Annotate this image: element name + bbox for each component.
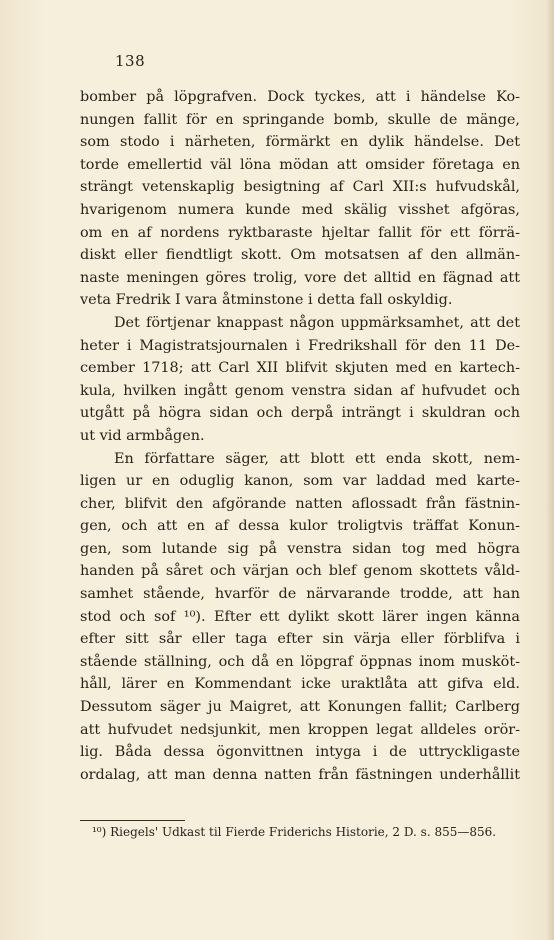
text-line: utgått på högra sidan och derpå inträngt i skuldran och: [80, 405, 520, 422]
text-line: bomber på löpgrafven. Dock tyckes, att i händelse Ko-: [80, 89, 520, 105]
page-number: 138: [115, 52, 146, 70]
text-line: handen på såret och värjan och blef genom skottets våld-: [80, 563, 520, 580]
text-line: håll, lärer en Kommendant icke uraktlåta att gifva eld.: [80, 676, 520, 693]
text-line: ligen ur en oduglig kanon, som var laddad med karte-: [80, 473, 520, 490]
text-line: cher, blifvit den afgörande natten aflossadt från fästnin-: [80, 495, 520, 512]
page-edge-shadow: [546, 0, 554, 940]
footnote-divider: [80, 820, 185, 821]
text-line: om en af nordens ryktbaraste hjeltar fallit för ett förrä-: [80, 224, 520, 241]
text-line: som stodo i närheten, förmärkt en dylik händelse. Det: [80, 134, 520, 151]
text-line: stående ställning, och då en löpgraf öppnas inom musköt-: [80, 653, 520, 670]
text-line: nungen fallit för en springande bomb, skulle de mänge,: [80, 111, 520, 128]
text-line: ordalag, att man denna natten från fästningen underhållit: [80, 766, 520, 783]
footnote: ¹⁰) Riegels' Udkast til Fierde Friderichs Historie, 2 D. s. 855—856.: [92, 825, 497, 839]
text-line: strängt vetenskaplig besigtning af Carl XII:s hufvudskål,: [80, 179, 520, 196]
body-text: [80, 86, 520, 786]
text-line: Det förtjenar knappast någon uppmärksamhet, att det: [114, 314, 520, 331]
text-line: stod och sof ¹⁰). Efter ett dylikt skott lärer ingen känna: [80, 608, 520, 625]
text-line: En författare säger, att blott ett enda skott, nem-: [114, 450, 520, 467]
text-line: torde emellertid väl löna mödan att omsider företaga en: [80, 156, 520, 173]
text-line: gen, och att en af dessa kulor troligtvis träffat Konun-: [80, 518, 520, 535]
text-line: lig. Båda dessa ögonvittnen intyga i de uttryckligaste: [80, 744, 520, 761]
text-line: Dessutom säger ju Maigret, att Konungen fallit; Carlberg: [80, 699, 520, 716]
text-line: diskt eller fiendtligt skott. Om motsatsen af den allmän-: [80, 247, 520, 264]
text-line: gen, som lutande sig på venstra sidan tog med högra: [80, 540, 520, 557]
text-line: veta Fredrik I vara åtminstone i detta fall oskyldig.: [80, 292, 453, 309]
text-line: ut vid armbågen.: [80, 427, 205, 444]
text-line: cember 1718; att Carl XII blifvit skjuten med en kartech-: [80, 360, 520, 377]
text-line: samhet stående, hvarför de närvarande trodde, att han: [80, 586, 520, 603]
text-line: efter sitt sår eller taga efter sin värja eller förblifva i: [80, 631, 520, 648]
text-line: heter i Magistratsjournalen i Fredrikshall för den 11 De-: [80, 337, 520, 354]
text-line: kula, hvilken ingått genom venstra sidan af hufvudet och: [80, 382, 520, 399]
text-line: att hufvudet nedsjunkit, men kroppen legat alldeles orör-: [80, 721, 520, 738]
text-line: naste meningen göres trolig, vore det alltid en fägnad att: [80, 269, 520, 286]
text-line: hvarigenom numera kunde med skälig visshet afgöras,: [80, 201, 520, 218]
